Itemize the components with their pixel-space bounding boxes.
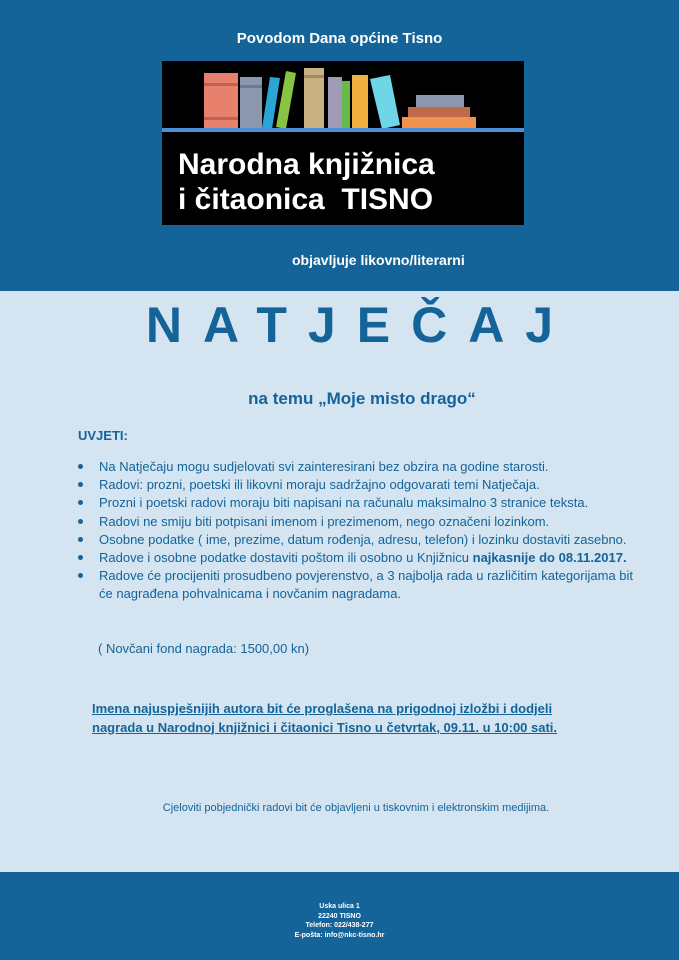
address-street: Uska ulica 1 xyxy=(319,903,360,910)
bullet-icon xyxy=(78,573,83,578)
bullet-icon xyxy=(78,482,83,487)
deadline-text: najkasnije do 08.11.2017. xyxy=(472,550,627,566)
bullet-icon xyxy=(78,500,83,505)
publish-note: Cjeloviti pobjednički radovi bit će objavljeni u tiskovnim i elektronskim medijima. xyxy=(162,802,550,814)
contact-info xyxy=(0,902,679,940)
condition-item: Radove i osobne podatke dostaviti poštom ili osobno u Knjižnicu najkasnije do 08.11.2017. xyxy=(78,549,638,567)
condition-item: Radovi: prozni, poetski ili likovni moraju sadržajno odgovarati temi Natječaja. xyxy=(78,476,638,494)
library-logo xyxy=(162,61,524,225)
conditions-list xyxy=(78,458,638,604)
winners-announcement: Imena najuspješnijih autora bit će proglašena na prigodnoj izložbi i dodjeli nagrada u Narodnoj knjižnici i čitaonici Tisno u četvrtak, 09.11. u 10:00 sati. xyxy=(92,701,558,735)
condition-item: Osobne podatke ( ime, prezime, datum rođenja, adresu, telefon) i lozinku dostaviti zasebno. xyxy=(78,531,638,549)
condition-item: Radove će procijeniti prosudbeno povjerenstvo, a 3 najbolja rada u različitim kategorijama bit će nagrađena pohvalnicama i novčanim nagradama. xyxy=(78,567,638,603)
address-city: 22240 TISNO xyxy=(318,912,361,920)
books-icon xyxy=(162,61,524,133)
bullet-icon xyxy=(78,464,83,469)
bullet-icon xyxy=(78,519,83,524)
occasion-text: Povodom Dana općine Tisno xyxy=(236,30,443,47)
condition-item: Prozni i poetski radovi moraju biti napisani na računalu maksimalno 3 stranice teksta. xyxy=(78,494,638,512)
bullet-icon xyxy=(78,555,83,560)
phone: Telefon: 022/438-277 xyxy=(305,922,374,929)
contest-title: NATJEČAJ xyxy=(145,297,575,353)
bullet-icon xyxy=(78,537,83,542)
email: E-pošta: info@nkc-tisno.hr xyxy=(294,931,385,939)
footer xyxy=(0,872,679,960)
prize-fund: ( Novčani fond nagrada: 1500,00 kn) xyxy=(98,641,310,656)
contest-topic: na temu „Moje misto drago“ xyxy=(248,389,476,408)
condition-item: Na Natječaju mogu sudjelovati svi zainteresirani bez obzira na godine starosti. xyxy=(78,458,638,476)
header-banner xyxy=(0,0,679,291)
shelf-line xyxy=(162,128,524,132)
condition-item: Radovi ne smiju biti potpisani imenom i prezimenom, nego označeni lozinkom. xyxy=(78,513,638,531)
announce-text: objavljuje likovno/literarni xyxy=(292,252,465,268)
conditions-label: UVJETI: xyxy=(78,428,128,443)
library-name: Narodna knjižnica i čitaonica TISNO xyxy=(178,148,435,216)
